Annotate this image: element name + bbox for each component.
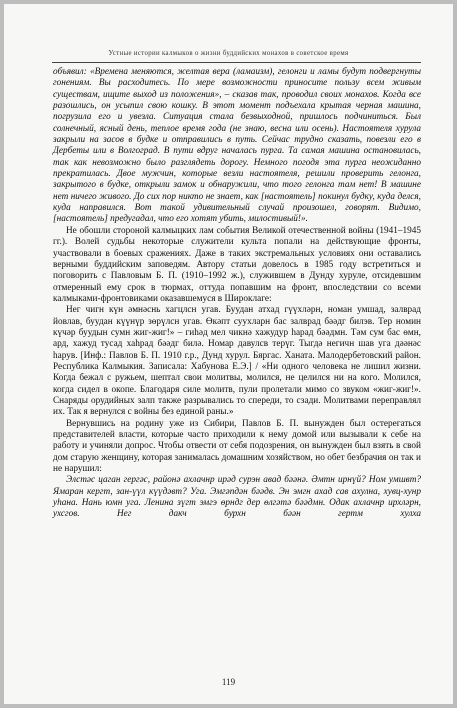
page-body [53,67,421,521]
kalmyk-quote-paragraph: Элстәс цаган гергәс, районә ахлачнр ирәд сурэн авад бәәнә. Әмтн ирнүй? Ном умшвт? Ямаран кергт, зан-үүл күүдәвт? Уга. Эмгәпдән бәәдв. Эн эмгн ахад сав ахулна, хувц-хунр уhана. Нань юмн уга. Ленина зүгт эмгэ өрндг дер өлгәтә бәәдмн. Одак ахлачнр ирхләрн, ухсгов. Нег дакч бурхн бәән гертм хулха [53,475,421,520]
running-header: Устные истории калмыков о жизни буддийских монахов в советское время [108,50,349,57]
body-paragraph: Не обошли стороной калмыцких лам события Великой отечественной войны (1941–1945 гг.). Волей судьбы некоторые служители культа попали на действующие фронты, участвовали в боевых сражениях. Даже в таких экстремальных условиях они оставались верными буддийским заповедям. Автору статьи довелось в 1985 году встретиться и поговорить с Павловым Б. П. (1910–1992 ж.), служившем в Дунду хуруле, отсидевшим отмеренный ему срок в тюрмах, оттуда попавшим на фронт, впоследствии со всеми калмыками-фронтовиками оказавшемуся в Широклаге: [53,225,421,304]
body-paragraph: Вернувшись на родину уже из Сибири, Павлов Б. П. вынужден был остерегаться представителей власти, которые часто приходили к нему домой или вызывали к себе на работу и учиняли допрос. Чтобы отвести от себя подозрения, он вынужден был взять в свой дом старую женщину, которая занималась домашним хозяйством, но обет безбрачия он так и не нарушил: [53,418,421,475]
quoted-paragraph: объявил: «Времена меняются, желтая вера (ламаизм), гелонги и ламы будут подвергнуты гонениям. Вы расходитесь. По мере возможности приносите пользу всем живым существам, ищите выход из положения», – сказав так, проводил своих монахов. Когда все разошлись, он усыпил свою кошку. В этот момент подъехала крытая черная машина, погрузила его и увезла. Ситуация стала безвыходной, пришлось подчиниться. Был солнечный, ясный день, теплое время года (не знаю, весна или осень). Настоятеля хурула закрыли на засов в будке и отправились в путь. Сейчас трудно сказать, повезли его в Дербеты или в Волгоград. В пути вдруг началась пурга. Та самая машина остановилась, так как невозможно было разглядеть дорогу. Немного погодя эта пурга неожиданно прекратилась. Двое мужчин, которые везли настоятеля, решили проверить гелонга, закрытого в будке, открыли замок и обнаружили, что того гелонга там нет! В машине нет ничего живого. До сих пор никто не знает, как [настоятель] покинул будку, куда делся, куда направился. Вот такой удивительный случай произошел, говорят. Видимо, [настоятель] предугадал, что его хотят убить, милостивый!». [53,67,421,225]
interview-excerpt: Нег чигн күн әмнәснь хагцлсн угав. Буудан атхад гүүхләрн, номан умшад, залврад йовлав, буудан күүнүр зөрүлсн угав. Өкәпт суухларн бас залврад бәәдг билэв. Тер номин күчәр буудын сумн жиг-жиг!» – гиһәд мел чикнә хажудур һарад бәәдмн. Тәм сум бас өмн, ард, хажуд тусад хаһрад бәәдг билә. Номар давулсв терүг. Тыгдә негичн шав уга дәәнәс һарув. [Инф.: Павлов Б. П. 1910 г.р., Дунд хурул. Бяргас. Ханата. Малодербетовский район. Республика Калмыкия. Записала: Хабунова Е.Э.] / «Ни одного человека не лишил жизни. Когда бежал с ружьем, шептал свои молитвы, молился, не целился ни на кого. Молился, когда сидел в окопе. Благодаря силе молитв, пули пролетали мимо со звуком «жиг-жиг!». Снаряды орудийных залп также разрывались то спереди, то сзади. Молитвами переправлял их. Так я вернулся с войны без единой раны.» [53,305,421,418]
header-rule [52,62,421,63]
page-number: 119 [221,677,236,687]
document-page [4,4,453,704]
